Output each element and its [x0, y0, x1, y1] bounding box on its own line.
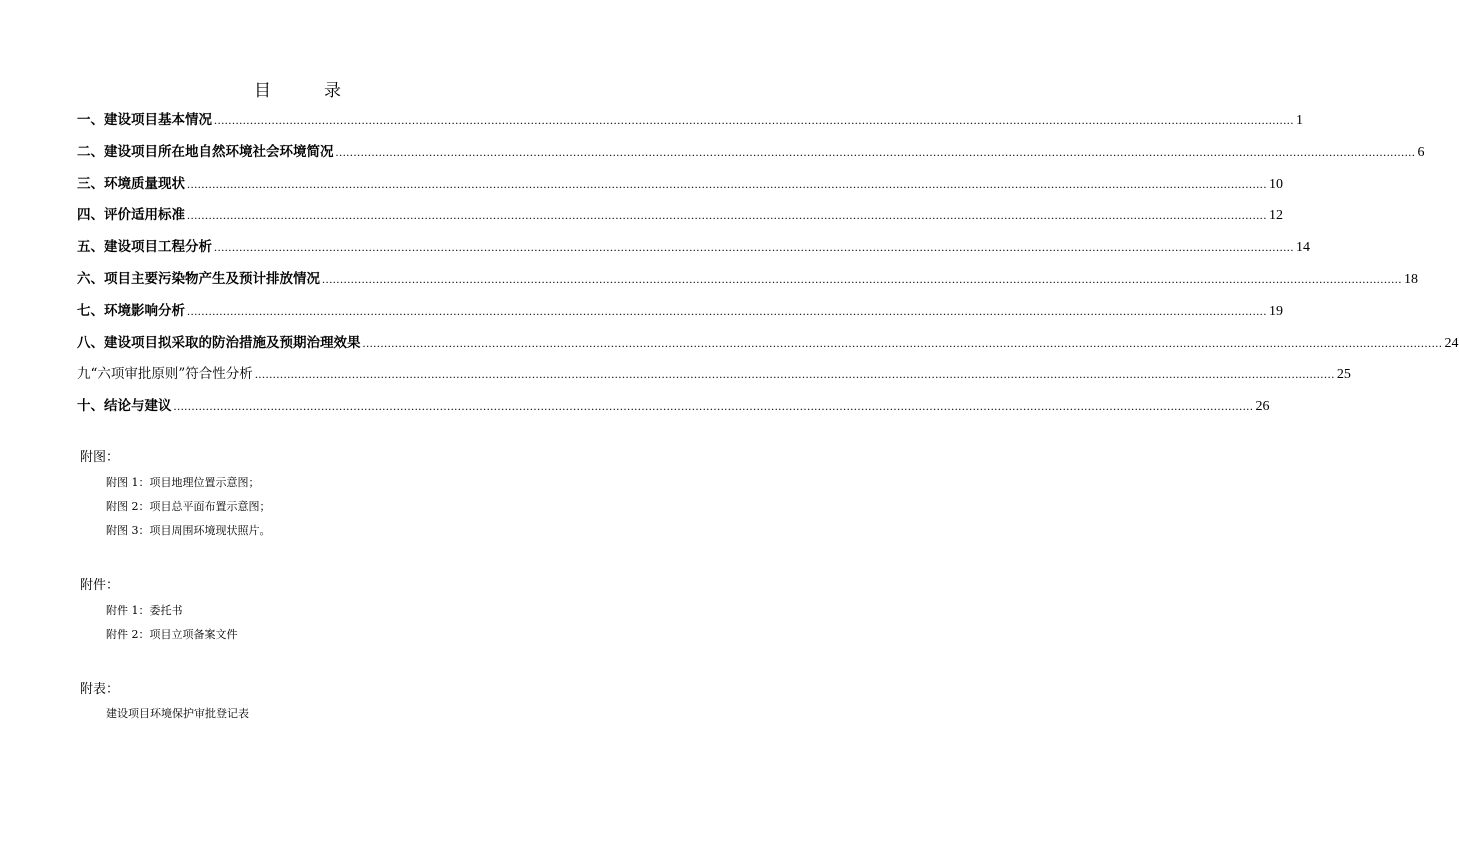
toc-entry-label: 二、建设项目所在地自然环境社会环境简况	[77, 143, 334, 160]
toc-entry[interactable]	[77, 108, 1303, 140]
attachments-list	[106, 602, 238, 650]
toc-entry-page: 14	[1296, 240, 1310, 256]
toc-entry-page: 1	[1296, 113, 1303, 128]
toc-entry-label: 十、结论与建议	[77, 398, 172, 415]
toc-entry[interactable]	[77, 362, 1351, 394]
toc-entry-page: 6	[1417, 144, 1425, 160]
page-title: 目 录	[254, 81, 359, 101]
toc-leader-dots: ............................................................................................................................................................................................................................................................................................................	[173, 399, 1254, 414]
toc-entry[interactable]	[77, 267, 1418, 299]
toc-entry-label: 一、建设项目基本情况	[77, 112, 212, 128]
table-of-contents	[77, 108, 1459, 426]
attached-figure-item: 附图 1：项目地理位置示意图；	[106, 476, 260, 489]
toc-entry-label: 七、环境影响分析	[77, 302, 185, 319]
attached-tables-list	[106, 705, 249, 729]
attached-tables-heading: 附表：	[80, 682, 120, 697]
attached-figure-item: 附图 2：项目总平面布置示意图；	[106, 500, 271, 513]
attached-figures-list	[106, 474, 271, 546]
toc-entry-page: 12	[1269, 208, 1283, 224]
toc-entry[interactable]	[77, 203, 1283, 235]
toc-leader-dots: ............................................................................................................................................................................................................................................................................................................	[214, 113, 1294, 127]
toc-entry[interactable]	[77, 299, 1283, 331]
toc-entry-page: 19	[1269, 303, 1283, 319]
attachment-item: 附件 2：项目立项备案文件	[106, 628, 238, 641]
toc-entry-label: 六、项目主要污染物产生及预计排放情况	[77, 270, 320, 287]
toc-leader-dots: ............................................................................................................................................................................................................................................................................................................	[335, 144, 1416, 159]
toc-leader-dots: ............................................................................................................................................................................................................................................................................................................	[254, 367, 1335, 382]
toc-entry-page: 26	[1255, 399, 1270, 415]
toc-entry[interactable]	[77, 172, 1283, 204]
toc-leader-dots: ............................................................................................................................................................................................................................................................................................................	[187, 208, 1267, 223]
attached-table-item: 建设项目环境保护审批登记表	[106, 707, 249, 720]
toc-entry-page: 25	[1336, 367, 1351, 383]
toc-leader-dots: ............................................................................................................................................................................................................................................................................................................	[322, 271, 1402, 286]
attached-figure-item: 附图 3：项目周围环境现状照片。	[106, 524, 271, 537]
toc-entry[interactable]	[77, 331, 1459, 363]
attachments-heading: 附件：	[80, 578, 120, 593]
toc-entry-label: 八、建设项目拟采取的防治措施及预期治理效果	[77, 334, 361, 351]
toc-entry-label: 五、建设项目工程分析	[77, 239, 212, 256]
attached-figures-heading: 附图：	[80, 450, 120, 465]
toc-leader-dots: ............................................................................................................................................................................................................................................................................................................	[187, 303, 1267, 318]
toc-leader-dots: ............................................................................................................................................................................................................................................................................................................	[362, 335, 1443, 350]
toc-entry-label: 九“六项审批原则”符合性分析	[77, 366, 253, 383]
toc-entry[interactable]	[77, 235, 1310, 267]
toc-entry-label: 三、环境质量现状	[77, 175, 185, 192]
toc-entry-label: 四、评价适用标准	[77, 207, 185, 224]
toc-leader-dots: ............................................................................................................................................................................................................................................................................................................	[214, 240, 1294, 255]
toc-entry[interactable]	[77, 394, 1270, 426]
toc-entry-page: 24	[1444, 335, 1459, 351]
attachment-item: 附件 1：委托书	[106, 604, 183, 617]
toc-entry-page: 10	[1269, 176, 1283, 192]
toc-leader-dots: ............................................................................................................................................................................................................................................................................................................	[187, 176, 1267, 191]
toc-entry-page: 18	[1404, 271, 1418, 287]
toc-entry[interactable]	[77, 140, 1425, 172]
